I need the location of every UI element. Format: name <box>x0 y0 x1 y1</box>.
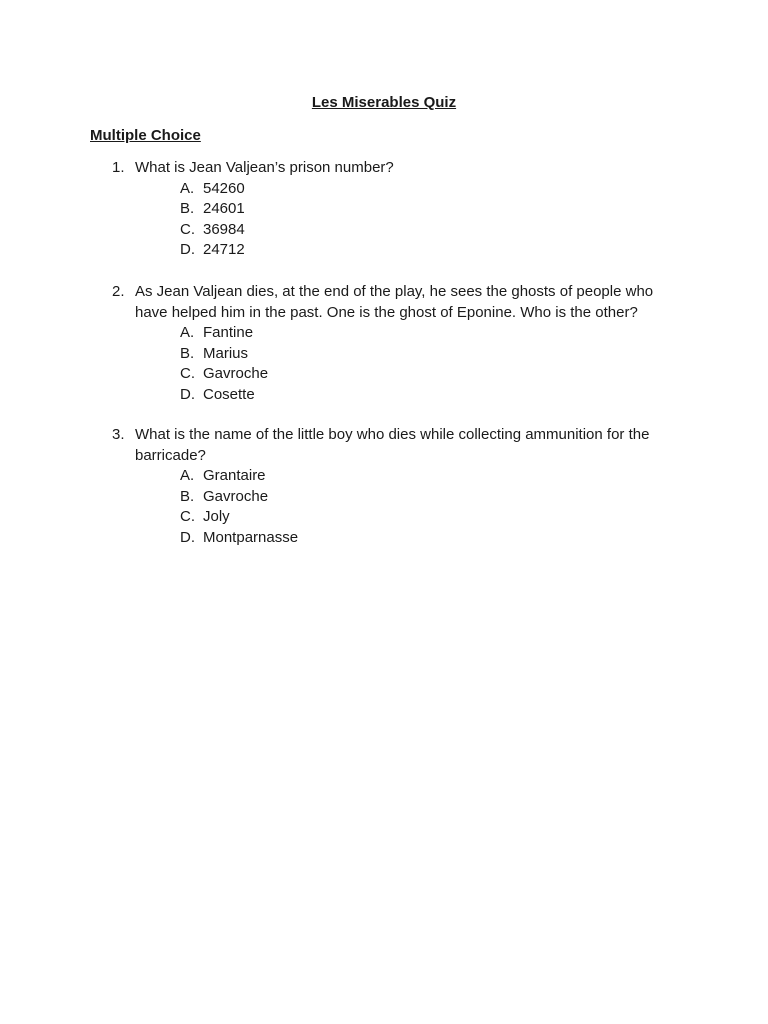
question-text: What is the name of the little boy who dies while collecting ammunition for the barricade? <box>135 426 650 464</box>
answer-option <box>180 179 672 200</box>
option-text: Grantaire <box>203 467 266 484</box>
page-title: Les Miserables Quiz <box>311 94 457 111</box>
answer-option <box>180 385 672 406</box>
option-letter: B. <box>180 200 195 218</box>
option-text: Montparnasse <box>203 528 299 546</box>
question-number: 1. <box>112 159 125 176</box>
option-letter: D. <box>180 385 195 403</box>
answer-options <box>180 323 672 405</box>
option-text: Joly <box>203 508 230 526</box>
option-text: 24712 <box>203 241 245 259</box>
question-text: As Jean Valjean dies, at the end of the play, he sees the ghosts of people who have helped him in the past. One is the ghost of Eponine. Who is the other? <box>135 283 654 321</box>
option-text: Gavroche <box>203 487 269 505</box>
answer-option <box>180 507 672 528</box>
option-letter: C. <box>180 508 195 526</box>
question-text: What is Jean Valjean’s prison number? <box>135 159 394 176</box>
option-text: Marius <box>203 344 249 362</box>
answer-option <box>180 344 672 365</box>
answer-option <box>180 220 672 241</box>
option-letter: D. <box>180 528 195 546</box>
option-letter: C. <box>180 220 195 238</box>
option-letter: A. <box>180 179 195 197</box>
answer-option <box>180 528 672 549</box>
answer-option <box>180 199 672 220</box>
option-text: Gavroche <box>203 365 269 383</box>
option-letter: B. <box>180 487 195 505</box>
question-1 <box>112 158 672 261</box>
answer-option <box>180 466 672 487</box>
option-text: Cosette <box>203 385 255 403</box>
option-text: 24601 <box>203 200 245 218</box>
answer-options <box>180 179 672 261</box>
answer-option <box>180 487 672 508</box>
answer-option <box>180 240 672 261</box>
option-text: 36984 <box>203 220 245 238</box>
answer-option <box>180 323 672 344</box>
option-text: 54260 <box>203 179 245 197</box>
option-letter: A. <box>180 324 195 341</box>
option-letter: D. <box>180 241 195 259</box>
question-number: 2. <box>112 283 125 300</box>
question-3 <box>112 425 672 548</box>
answer-option <box>180 364 672 385</box>
answer-options <box>180 466 672 548</box>
section-heading: Multiple Choice <box>90 127 201 144</box>
option-letter: C. <box>180 365 195 383</box>
option-text: Fantine <box>203 324 254 341</box>
question-2 <box>112 282 672 405</box>
option-letter: A. <box>180 467 195 484</box>
question-number: 3. <box>112 426 125 443</box>
option-letter: B. <box>180 344 195 362</box>
